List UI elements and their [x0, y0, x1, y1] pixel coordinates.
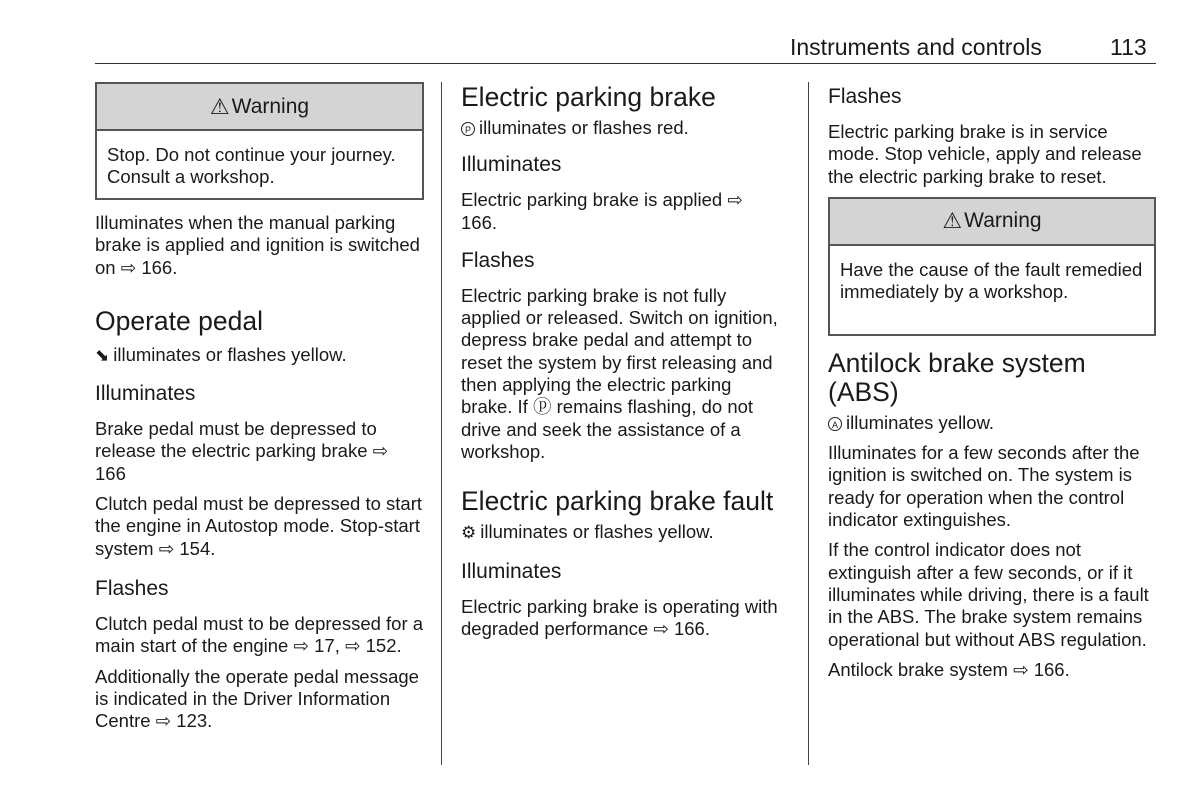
parking-brake-icon: P	[461, 122, 475, 136]
heading-abs: Antilock brake system (ABS)	[828, 347, 1086, 407]
column-middle	[461, 82, 783, 640]
warning-triangle-icon: ⚠	[942, 208, 963, 234]
paragraph: Clutch pedal must be depressed to start the engine in Autostop mode. Stop-start system ⇨ 154.	[95, 493, 423, 559]
subheading-flashes: Flashes	[95, 576, 169, 600]
paragraph: Illuminates when the manual parking brake is applied and ignition is switched on ⇨ 166.	[95, 212, 420, 278]
operate-pedal-icon: ⬊	[95, 345, 110, 365]
column-divider	[441, 82, 442, 765]
warning-triangle-icon: ⚠	[209, 93, 230, 119]
paragraph: Electric parking brake is in service mode. Stop vehicle, apply and release the electric parking brake to reset.	[828, 121, 1142, 187]
subheading-flashes: Flashes	[461, 248, 535, 272]
column-right	[828, 82, 1156, 681]
subheading-flashes: Flashes	[828, 85, 902, 108]
paragraph: Illuminates for a few seconds after the ignition is switched on. The system is ready for operation when the control indicator extinguishes.	[828, 442, 1140, 531]
warning-title: Warning	[231, 94, 310, 118]
section-title: Instruments and controls	[790, 34, 1042, 60]
heading-electric-parking-brake: Electric parking brake	[461, 82, 716, 112]
warning-text: Stop. Do not continue your journey. Consult a workshop.	[107, 144, 396, 188]
warning-header	[830, 199, 1154, 246]
column-left	[95, 82, 424, 732]
paragraph: If the control indicator does not extinguish after a few seconds, or if it illuminates while driving, there is a fault in the ABS. The brake system remains operational but without ABS regulation.	[828, 539, 1149, 650]
intro-text: illuminates yellow.	[846, 411, 995, 433]
intro-text: illuminates or flashes yellow.	[480, 521, 714, 543]
page-number: 113	[1110, 34, 1147, 60]
paragraph: Electric parking brake is not fully applied or released. Switch on ignition, depress brake pedal and attempt to reset the system by first releasing and then applying the electric parking brake. If ⓟ remains flashing, do not drive and seek the assistance of a workshop.	[461, 284, 778, 462]
warning-title: Warning	[964, 209, 1042, 233]
subheading-illuminates: Illuminates	[461, 559, 562, 583]
column-divider	[808, 82, 809, 765]
abs-icon: A	[828, 417, 842, 431]
subheading-illuminates: Illuminates	[95, 382, 196, 406]
intro-text: illuminates or flashes red.	[479, 117, 689, 138]
subheading-illuminates: Illuminates	[461, 153, 562, 177]
warning-box	[95, 82, 424, 200]
paragraph: Antilock brake system ⇨ 166.	[828, 658, 1070, 680]
paragraph: Clutch pedal must to be depressed for a main start of the engine ⇨ 17, ⇨ 152.	[95, 612, 424, 657]
warning-text: Have the cause of the fault remedied immediately by a workshop.	[840, 258, 1143, 303]
warning-header	[97, 84, 422, 131]
heading-electric-parking-brake-fault: Electric parking brake fault	[461, 486, 774, 517]
parking-brake-fault-icon: ⚙	[461, 523, 477, 543]
paragraph: Additionally the operate pedal message is indicated in the Driver Information Centre ⇨ 123.	[95, 665, 419, 732]
header-divider	[95, 63, 1156, 64]
paragraph: Electric parking brake is applied ⇨ 166.	[461, 189, 743, 233]
paragraph: Brake pedal must be depressed to release the electric parking brake ⇨ 166	[95, 418, 389, 484]
warning-box	[828, 197, 1156, 336]
heading-operate-pedal: Operate pedal	[95, 305, 263, 336]
intro-text: illuminates or flashes yellow.	[113, 343, 347, 365]
paragraph: Electric parking brake is operating with degraded performance ⇨ 166.	[461, 595, 778, 639]
